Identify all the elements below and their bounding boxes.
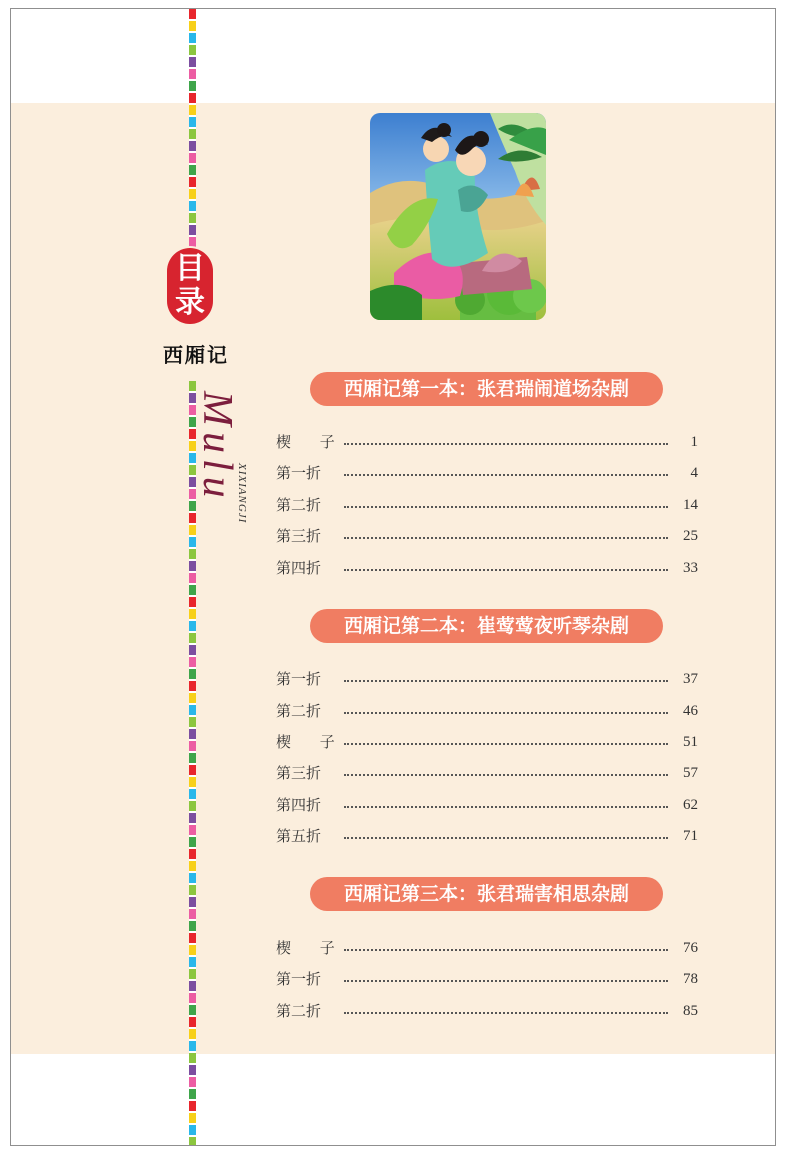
toc-leader-dots — [344, 680, 668, 682]
toc-entry-label: 第一折 — [276, 464, 322, 482]
toc-entry-page: 46 — [683, 703, 698, 719]
toc-entry[interactable] — [276, 461, 698, 485]
toc-entry-label: 楔 子 — [276, 733, 347, 751]
toc-entry-page: 1 — [690, 434, 698, 450]
toc-leader-dots — [344, 537, 668, 539]
toc-entry-label: 第一折 — [276, 970, 322, 988]
toc-entry-label: 第三折 — [276, 764, 322, 782]
toc-leader-dots — [344, 506, 668, 508]
toc-entry[interactable] — [276, 936, 698, 960]
toc-entry-label: 楔 子 — [276, 939, 347, 957]
colored-stripe — [189, 9, 196, 1145]
toc-entry[interactable] — [276, 699, 698, 723]
toc-entry[interactable] — [276, 730, 698, 754]
toc-entry-label: 楔 子 — [276, 433, 347, 451]
toc-entry[interactable] — [276, 430, 698, 454]
toc-entry-label: 第二折 — [276, 496, 322, 514]
toc-entry-page: 62 — [683, 797, 698, 813]
toc-entry-label: 第二折 — [276, 702, 322, 720]
toc-leader-dots — [344, 980, 668, 982]
toc-entry-page: 37 — [683, 671, 698, 687]
book-title: 西厢记 — [163, 343, 229, 367]
toc-entry[interactable] — [276, 761, 698, 785]
toc-entry-label: 第二折 — [276, 1002, 322, 1020]
toc-entry-page: 4 — [690, 465, 698, 481]
section-header-2: 西厢记第二本：崔莺莺夜听琴杂剧 — [310, 609, 663, 643]
toc-leader-dots — [344, 443, 668, 445]
toc-entry-page: 14 — [683, 497, 698, 513]
toc-entry[interactable] — [276, 493, 698, 517]
toc-entry-page: 57 — [683, 765, 698, 781]
toc-entry-page: 25 — [683, 528, 698, 544]
toc-leader-dots — [344, 1012, 668, 1014]
toc-leader-dots — [344, 774, 668, 776]
mulu-latin-title: Mulu — [194, 391, 240, 504]
mulu-char-1: 目 — [175, 251, 205, 286]
toc-leader-dots — [344, 474, 668, 476]
toc-leader-dots — [344, 712, 668, 714]
toc-entry-label: 第三折 — [276, 527, 322, 545]
toc-entry-page: 76 — [683, 940, 698, 956]
toc-entry-page: 78 — [683, 971, 698, 987]
toc-entry[interactable] — [276, 524, 698, 548]
toc-entry[interactable] — [276, 556, 698, 580]
toc-entry-page: 33 — [683, 560, 698, 576]
section-header-3: 西厢记第三本：张君瑞害相思杂剧 — [310, 877, 663, 911]
toc-entry[interactable] — [276, 967, 698, 991]
toc-entry-label: 第四折 — [276, 559, 322, 577]
toc-leader-dots — [344, 837, 668, 839]
toc-leader-dots — [344, 569, 668, 571]
toc-entry-page: 51 — [683, 734, 698, 750]
xixiangji-latin-subtitle: XIXIANGJI — [236, 463, 248, 524]
toc-entry-page: 71 — [683, 828, 698, 844]
toc-entry-label: 第四折 — [276, 796, 322, 814]
toc-entry-page: 85 — [683, 1003, 698, 1019]
toc-entry[interactable] — [276, 793, 698, 817]
toc-entry-label: 第五折 — [276, 827, 322, 845]
book-page — [10, 8, 776, 1146]
section-header-1: 西厢记第一本：张君瑞闹道场杂剧 — [310, 372, 663, 406]
toc-entry[interactable] — [276, 824, 698, 848]
mulu-char-2: 录 — [175, 285, 205, 320]
story-illustration — [370, 113, 546, 320]
toc-entry[interactable] — [276, 667, 698, 691]
toc-entry[interactable] — [276, 999, 698, 1023]
mulu-badge — [167, 248, 213, 324]
toc-leader-dots — [344, 949, 668, 951]
toc-leader-dots — [344, 743, 668, 745]
toc-leader-dots — [344, 806, 668, 808]
toc-entry-label: 第一折 — [276, 670, 322, 688]
